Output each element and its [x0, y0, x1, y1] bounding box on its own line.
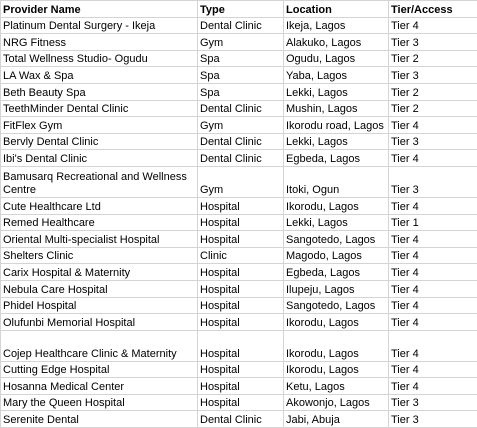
- cell-location[interactable]: Ikorodu, Lagos: [284, 330, 389, 361]
- cell-type[interactable]: Hospital: [198, 264, 284, 281]
- cell-type[interactable]: Hospital: [198, 330, 284, 361]
- cell-provider-name[interactable]: Bervly Dental Clinic: [1, 133, 198, 150]
- cell-provider-name[interactable]: Cutting Edge Hospital: [1, 361, 198, 378]
- cell-location[interactable]: Akowonjo, Lagos: [284, 394, 389, 411]
- cell-type[interactable]: Hospital: [198, 378, 284, 395]
- cell-provider-name[interactable]: Cojep Healthcare Clinic & Maternity: [1, 330, 198, 361]
- cell-type[interactable]: Dental Clinic: [198, 150, 284, 167]
- cell-provider-name[interactable]: Total Wellness Studio- Ogudu: [1, 50, 198, 67]
- cell-location[interactable]: Ikorodu road, Lagos: [284, 117, 389, 134]
- header-row: [1, 1, 477, 18]
- table-row: [1, 214, 477, 231]
- cell-location[interactable]: Ketu, Lagos: [284, 378, 389, 395]
- cell-tier[interactable]: Tier 3: [389, 411, 477, 428]
- cell-tier[interactable]: Tier 2: [389, 100, 477, 117]
- cell-location[interactable]: Ikeja, Lagos: [284, 17, 389, 34]
- cell-type[interactable]: Dental Clinic: [198, 100, 284, 117]
- table-row: [1, 394, 477, 411]
- cell-location[interactable]: Lekki, Lagos: [284, 83, 389, 100]
- cell-tier[interactable]: Tier 4: [389, 378, 477, 395]
- cell-provider-name[interactable]: Mary the Queen Hospital: [1, 394, 198, 411]
- cell-provider-name[interactable]: Olufunbi Memorial Hospital: [1, 314, 198, 331]
- cell-type[interactable]: Hospital: [198, 280, 284, 297]
- cell-location[interactable]: Ikorodu, Lagos: [284, 361, 389, 378]
- cell-provider-name[interactable]: Hosanna Medical Center: [1, 378, 198, 395]
- cell-location[interactable]: Jabi, Abuja: [284, 411, 389, 428]
- cell-tier[interactable]: Tier 4: [389, 280, 477, 297]
- header-type[interactable]: Type: [198, 1, 284, 18]
- cell-provider-name[interactable]: Shelters Clinic: [1, 247, 198, 264]
- cell-type[interactable]: Gym: [198, 166, 284, 197]
- header-location[interactable]: Location: [284, 1, 389, 18]
- cell-type[interactable]: Gym: [198, 117, 284, 134]
- cell-tier[interactable]: Tier 4: [389, 247, 477, 264]
- table-row: [1, 34, 477, 51]
- cell-location[interactable]: Lekki, Lagos: [284, 214, 389, 231]
- cell-type[interactable]: Hospital: [198, 297, 284, 314]
- table-row: [1, 83, 477, 100]
- cell-type[interactable]: Hospital: [198, 361, 284, 378]
- cell-location[interactable]: Egbeda, Lagos: [284, 264, 389, 281]
- cell-tier[interactable]: Tier 4: [389, 361, 477, 378]
- cell-type[interactable]: Hospital: [198, 314, 284, 331]
- table-row: [1, 264, 477, 281]
- cell-type[interactable]: Hospital: [198, 214, 284, 231]
- table-row: [1, 330, 477, 361]
- cell-provider-name[interactable]: Cute Healthcare Ltd: [1, 197, 198, 214]
- cell-type[interactable]: Hospital: [198, 231, 284, 248]
- cell-tier[interactable]: Tier 2: [389, 83, 477, 100]
- table-row: [1, 166, 477, 197]
- cell-tier[interactable]: Tier 3: [389, 67, 477, 84]
- cell-location[interactable]: Mushin, Lagos: [284, 100, 389, 117]
- header-provider-name[interactable]: Provider Name: [1, 1, 198, 18]
- cell-type[interactable]: Clinic: [198, 247, 284, 264]
- cell-tier[interactable]: Tier 4: [389, 330, 477, 361]
- cell-location[interactable]: Ilupeju, Lagos: [284, 280, 389, 297]
- cell-tier[interactable]: Tier 4: [389, 314, 477, 331]
- cell-tier[interactable]: Tier 4: [389, 117, 477, 134]
- cell-location[interactable]: Lekki, Lagos: [284, 133, 389, 150]
- cell-provider-name[interactable]: Remed Healthcare: [1, 214, 198, 231]
- cell-provider-name[interactable]: LA Wax & Spa: [1, 67, 198, 84]
- cell-provider-name[interactable]: Ibi's Dental Clinic: [1, 150, 198, 167]
- table-row: [1, 231, 477, 248]
- header-tier-access[interactable]: Tier/Access: [389, 1, 477, 18]
- cell-tier[interactable]: Tier 3: [389, 394, 477, 411]
- cell-tier[interactable]: Tier 4: [389, 150, 477, 167]
- cell-tier[interactable]: Tier 4: [389, 264, 477, 281]
- cell-tier[interactable]: Tier 2: [389, 50, 477, 67]
- cell-type[interactable]: Spa: [198, 67, 284, 84]
- cell-location[interactable]: Itoki, Ogun: [284, 166, 389, 197]
- table-row: [1, 361, 477, 378]
- table-row: [1, 133, 477, 150]
- cell-tier[interactable]: Tier 3: [389, 166, 477, 197]
- cell-location[interactable]: Yaba, Lagos: [284, 67, 389, 84]
- cell-provider-name[interactable]: TeethMinder Dental Clinic: [1, 100, 198, 117]
- cell-location[interactable]: Ikorodu, Lagos: [284, 197, 389, 214]
- cell-provider-name[interactable]: Oriental Multi-specialist Hospital: [1, 231, 198, 248]
- cell-type[interactable]: Spa: [198, 83, 284, 100]
- table-row: [1, 197, 477, 214]
- cell-provider-name[interactable]: Carix Hospital & Maternity: [1, 264, 198, 281]
- cell-type[interactable]: Spa: [198, 50, 284, 67]
- table-row: [1, 67, 477, 84]
- cell-type[interactable]: Gym: [198, 34, 284, 51]
- cell-location[interactable]: Ogudu, Lagos: [284, 50, 389, 67]
- table-row: [1, 378, 477, 395]
- table-row: [1, 100, 477, 117]
- table-row: [1, 50, 477, 67]
- cell-tier[interactable]: Tier 4: [389, 17, 477, 34]
- cell-location[interactable]: Sangotedo, Lagos: [284, 231, 389, 248]
- cell-tier[interactable]: Tier 3: [389, 34, 477, 51]
- cell-location[interactable]: Magodo, Lagos: [284, 247, 389, 264]
- table-row: [1, 117, 477, 134]
- cell-provider-name[interactable]: NRG Fitness: [1, 34, 198, 51]
- cell-type[interactable]: Dental Clinic: [198, 411, 284, 428]
- table-row: [1, 280, 477, 297]
- cell-tier[interactable]: Tier 1: [389, 214, 477, 231]
- cell-provider-name[interactable]: Bamusarq Recreational and Wellness Centre: [1, 166, 198, 197]
- cell-type[interactable]: Dental Clinic: [198, 133, 284, 150]
- table-row: [1, 411, 477, 428]
- cell-type[interactable]: Hospital: [198, 394, 284, 411]
- cell-location[interactable]: Alakuko, Lagos: [284, 34, 389, 51]
- cell-location[interactable]: Egbeda, Lagos: [284, 150, 389, 167]
- cell-location[interactable]: Ikorodu, Lagos: [284, 314, 389, 331]
- cell-tier[interactable]: Tier 4: [389, 197, 477, 214]
- table-row: [1, 17, 477, 34]
- cell-provider-name[interactable]: Platinum Dental Surgery - Ikeja: [1, 17, 198, 34]
- cell-type[interactable]: Hospital: [198, 197, 284, 214]
- table-row: [1, 150, 477, 167]
- cell-type[interactable]: Dental Clinic: [198, 17, 284, 34]
- cell-provider-name[interactable]: Phidel Hospital: [1, 297, 198, 314]
- cell-provider-name[interactable]: Serenite Dental: [1, 411, 198, 428]
- cell-location[interactable]: Sangotedo, Lagos: [284, 297, 389, 314]
- cell-provider-name[interactable]: Beth Beauty Spa: [1, 83, 198, 100]
- table-row: [1, 314, 477, 331]
- cell-tier[interactable]: Tier 3: [389, 133, 477, 150]
- cell-provider-name[interactable]: FitFlex Gym: [1, 117, 198, 134]
- cell-provider-name[interactable]: Nebula Care Hospital: [1, 280, 198, 297]
- cell-tier[interactable]: Tier 4: [389, 231, 477, 248]
- cell-tier[interactable]: Tier 4: [389, 297, 477, 314]
- table-row: [1, 247, 477, 264]
- table-row: [1, 297, 477, 314]
